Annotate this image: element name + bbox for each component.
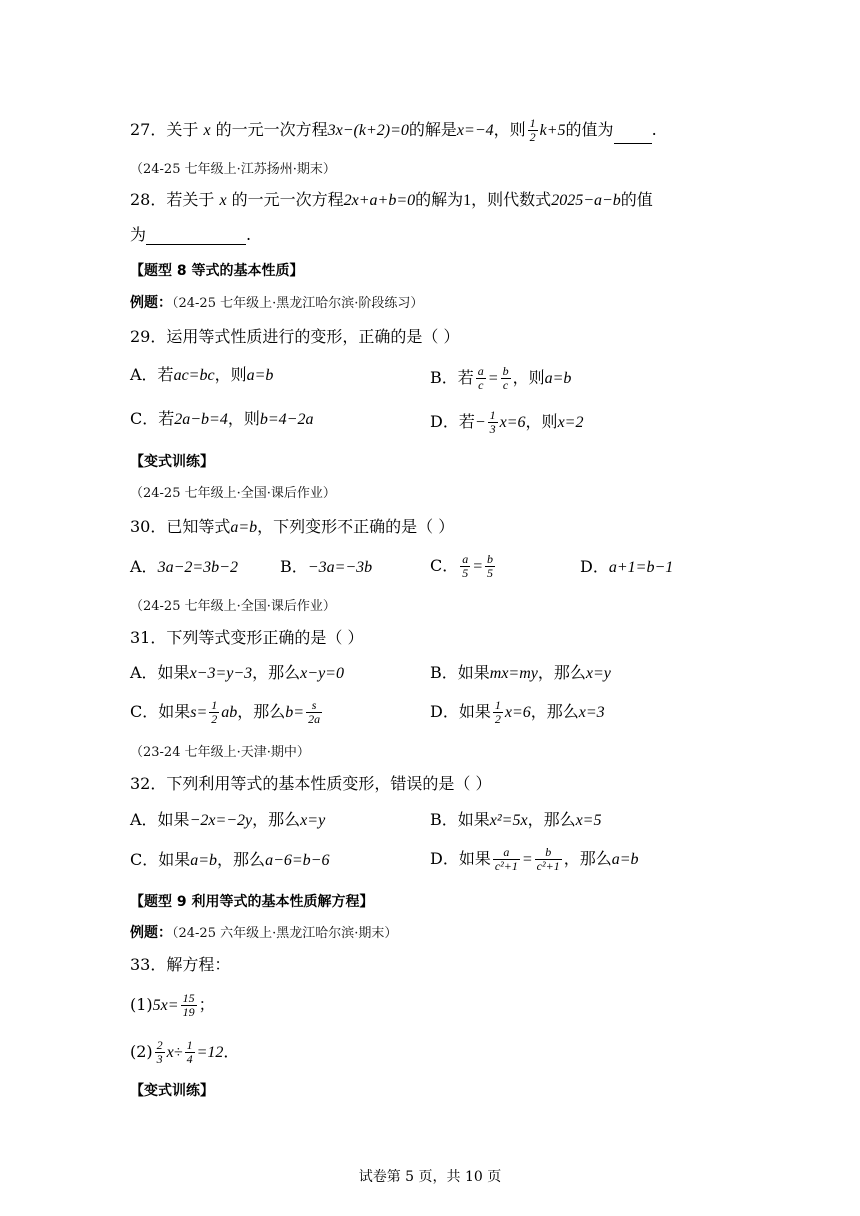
- q28-end: .: [246, 225, 252, 244]
- q28-line2-text: 为: [130, 225, 147, 244]
- q29-d-mid: ，则: [525, 412, 558, 431]
- q32-d-mid: ，那么: [563, 849, 612, 868]
- q33-p2-end: ．: [223, 1042, 240, 1061]
- q28-solution: 1: [463, 192, 472, 209]
- q33-p2-label: (2): [130, 1042, 153, 1061]
- q32-a-mid: ，那么: [252, 810, 301, 829]
- q32-a-math1: −2x=−2y: [189, 812, 253, 829]
- fraction: $\frac{a}{c}$: [477, 364, 484, 392]
- q32-c-math2: a−6=b−6: [265, 852, 330, 869]
- q32-a-math2: x=y: [300, 812, 326, 829]
- q31-a-mid: ，那么: [252, 663, 301, 682]
- q31-a-math2: x−y=0: [300, 665, 344, 682]
- q31-c-math1b: ab: [221, 704, 238, 721]
- q30-c-eq: =: [472, 558, 484, 575]
- q33-p2-math2: =12: [196, 1044, 224, 1061]
- q31-b-math1: mx=my: [489, 665, 538, 682]
- q32-b-mid: ，那么: [527, 810, 576, 829]
- q31-c-math1: s=: [190, 704, 208, 721]
- q32-b-math2: x=5: [575, 812, 602, 829]
- q29-d-math2: x=2: [557, 414, 584, 431]
- fraction: $\frac{2}{3}$: [156, 1038, 163, 1066]
- q29-b-math2: a=b: [544, 370, 572, 387]
- option-label: C．: [430, 556, 459, 575]
- q30-option-a[interactable]: [130, 557, 238, 578]
- q31-d-math1: x=6: [504, 704, 531, 721]
- q30-a-math: 3a−2=3b−2: [157, 559, 238, 576]
- source-32: （23-24 七年级上·天津·期中）: [130, 745, 310, 760]
- q29-c-math1: 2a−b=4: [174, 411, 228, 428]
- q27-text: 27．关于: [130, 120, 204, 139]
- example-8: [130, 292, 423, 314]
- page-footer: 试卷第 5 页，共 10 页: [358, 1169, 502, 1185]
- fraction: $\frac{1}{3}$: [489, 408, 496, 436]
- q32-d-eq: =: [521, 851, 533, 868]
- fraction: $\frac{b}{5}$: [487, 552, 494, 580]
- q27-answer-blank[interactable]: [614, 127, 652, 144]
- q28-var: x: [219, 192, 227, 209]
- question-30: [130, 517, 454, 538]
- option-label: A．如果: [130, 810, 190, 829]
- option-label: B．: [280, 557, 308, 576]
- example-9: [130, 922, 397, 944]
- q27-text-c: 的解是: [408, 120, 457, 139]
- fraction: $\frac{s}{2a}$: [308, 698, 321, 726]
- option-label: B．如果: [430, 810, 490, 829]
- q27-text-e: 的值为: [565, 120, 614, 139]
- q29-option-d[interactable]: [430, 409, 583, 436]
- q28-text-b: 的一元一次方程: [226, 190, 344, 209]
- example-label: 例题：: [130, 295, 172, 311]
- question-31: 31．下列等式变形正确的是（ ）: [130, 628, 364, 647]
- option-label: B．如果: [430, 663, 490, 682]
- source-31: （24-25 七年级上·全国·课后作业）: [130, 599, 336, 614]
- option-label: D．若: [430, 412, 475, 431]
- fraction: $\frac{b}{c}$: [502, 364, 509, 392]
- option-label: B．若: [430, 368, 474, 387]
- variant-heading: 【变式训练】: [130, 454, 214, 470]
- q27-var: x: [203, 122, 211, 139]
- q30-option-b[interactable]: [280, 557, 372, 578]
- q33-p1-end: ；: [198, 995, 215, 1014]
- variant-heading-2: 【变式训练】: [130, 1083, 214, 1099]
- q29-a-math2: a=b: [246, 367, 274, 384]
- q29-c-math2: b=4−2a: [259, 411, 314, 428]
- q32-c-mid: ，那么: [217, 850, 266, 869]
- question-28: [130, 190, 653, 211]
- q32-option-c[interactable]: [130, 850, 329, 871]
- q28-text-e: 的值: [620, 190, 653, 209]
- q32-c-math1: a=b: [190, 852, 218, 869]
- q27-expr: k+5: [539, 122, 566, 139]
- option-label: A．: [130, 557, 158, 576]
- q33-p2-math: x÷: [166, 1044, 183, 1061]
- option-label: D．: [580, 557, 609, 576]
- q32-option-b[interactable]: [430, 810, 601, 831]
- q31-d-mid: ，那么: [530, 702, 579, 721]
- example-source: （24-25 七年级上·黑龙江哈尔滨·阶段练习）: [172, 296, 424, 311]
- question-28-line2: [130, 225, 251, 245]
- q29-c-mid: ，则: [227, 409, 260, 428]
- q31-c-math2: b=: [285, 704, 305, 721]
- q30-stem-math: a=b: [230, 519, 258, 536]
- q31-a-math1: x−3=y−3: [189, 665, 253, 682]
- q29-b-mid: ，则: [512, 368, 545, 387]
- q27-text-b: 的一元一次方程: [210, 120, 328, 139]
- q30-d-math: a+1=b−1: [608, 559, 674, 576]
- q29-d-math1: x=6: [499, 414, 526, 431]
- q33-part-2: [130, 1039, 239, 1066]
- question-27: [130, 117, 657, 144]
- q30-option-c[interactable]: [430, 553, 497, 580]
- q27-solution: x=−4: [456, 122, 494, 139]
- fraction: $\frac{1}{2}$: [211, 698, 218, 726]
- section-heading-8: 【题型 8 等式的基本性质】: [130, 263, 304, 279]
- question-29: 29．运用等式性质进行的变形，正确的是（ ）: [130, 327, 460, 346]
- question-33: 33．解方程：: [130, 955, 231, 974]
- q30-stem-b: ，下列变形不正确的是（ ）: [257, 517, 455, 536]
- q33-p1-math: 5x=: [152, 997, 179, 1014]
- q29-d-neg: −: [474, 414, 486, 431]
- q28-expr: 2025−a−b: [551, 192, 621, 209]
- q27-equation: 3x−(k+2)=0: [327, 122, 409, 139]
- fraction: $\frac{a}{5}$: [462, 552, 469, 580]
- q32-d-math2: a=b: [611, 851, 639, 868]
- q30-stem-a: 30．已知等式: [130, 517, 231, 536]
- q31-option-c[interactable]: [130, 699, 324, 726]
- q29-option-b[interactable]: [430, 365, 571, 392]
- q29-option-a[interactable]: [130, 365, 273, 386]
- q28-text-c: 的解为: [415, 190, 464, 209]
- q29-option-c[interactable]: [130, 409, 313, 430]
- q29-a-math1: ac=bc: [173, 367, 215, 384]
- q30-b-math: −3a=−3b: [307, 559, 373, 576]
- q28-text: 28．若关于: [130, 190, 220, 209]
- question-32: 32．下列利用等式的基本性质变形，错误的是（ ）: [130, 774, 492, 793]
- q31-option-b[interactable]: [430, 663, 611, 684]
- option-label: C．如果: [130, 702, 191, 721]
- q33-p1-label: (1): [130, 995, 153, 1014]
- example-label: 例题：: [130, 925, 172, 941]
- option-label: D．如果: [430, 849, 491, 868]
- q31-d-math2: x=3: [578, 704, 605, 721]
- q27-text-d: ，则: [493, 120, 526, 139]
- option-label: A．如果: [130, 663, 190, 682]
- fraction: $\frac{1}{2}$: [494, 698, 501, 726]
- section-heading-9: 【题型 9 利用等式的基本性质解方程】: [130, 894, 374, 910]
- q28-text-d: ，则代数式: [471, 190, 552, 209]
- option-label: A．若: [130, 365, 174, 384]
- q28-equation: 2x+a+b=0: [343, 192, 416, 209]
- fraction: $\frac{b}{\text{c²+1}}$: [536, 845, 560, 873]
- q27-end: .: [651, 120, 657, 139]
- q31-b-math2: x=y: [585, 665, 611, 682]
- q33-part-1: [130, 992, 215, 1019]
- q32-option-a[interactable]: [130, 810, 325, 831]
- q31-option-a[interactable]: [130, 663, 344, 684]
- q31-c-mid: ，那么: [237, 702, 286, 721]
- q29-a-mid: ，则: [214, 365, 247, 384]
- fraction: $\frac{15}{19}$: [182, 991, 195, 1019]
- q29-b-eq: =: [487, 370, 499, 387]
- q32-option-d[interactable]: [430, 846, 639, 873]
- option-label: D．如果: [430, 702, 491, 721]
- fraction: $\frac{a}{\text{c²+1}}$: [494, 845, 518, 873]
- q31-option-d[interactable]: [430, 699, 605, 726]
- q28-answer-blank[interactable]: [146, 228, 246, 245]
- source-30: （24-25 七年级上·全国·课后作业）: [130, 486, 336, 501]
- example-source: （24-25 六年级上·黑龙江哈尔滨·期末）: [172, 926, 398, 941]
- option-label: C．如果: [130, 850, 191, 869]
- fraction: $\frac{1}{4}$: [186, 1038, 193, 1066]
- q31-b-mid: ，那么: [537, 663, 586, 682]
- source-27: （24-25 七年级上·江苏扬州·期末）: [130, 162, 336, 177]
- option-label: C．若: [130, 409, 175, 428]
- q27-half-fraction: $\frac{1}{2}$: [529, 116, 536, 144]
- q32-b-math1: x²=5x: [489, 812, 528, 829]
- q30-option-d[interactable]: [580, 557, 673, 578]
